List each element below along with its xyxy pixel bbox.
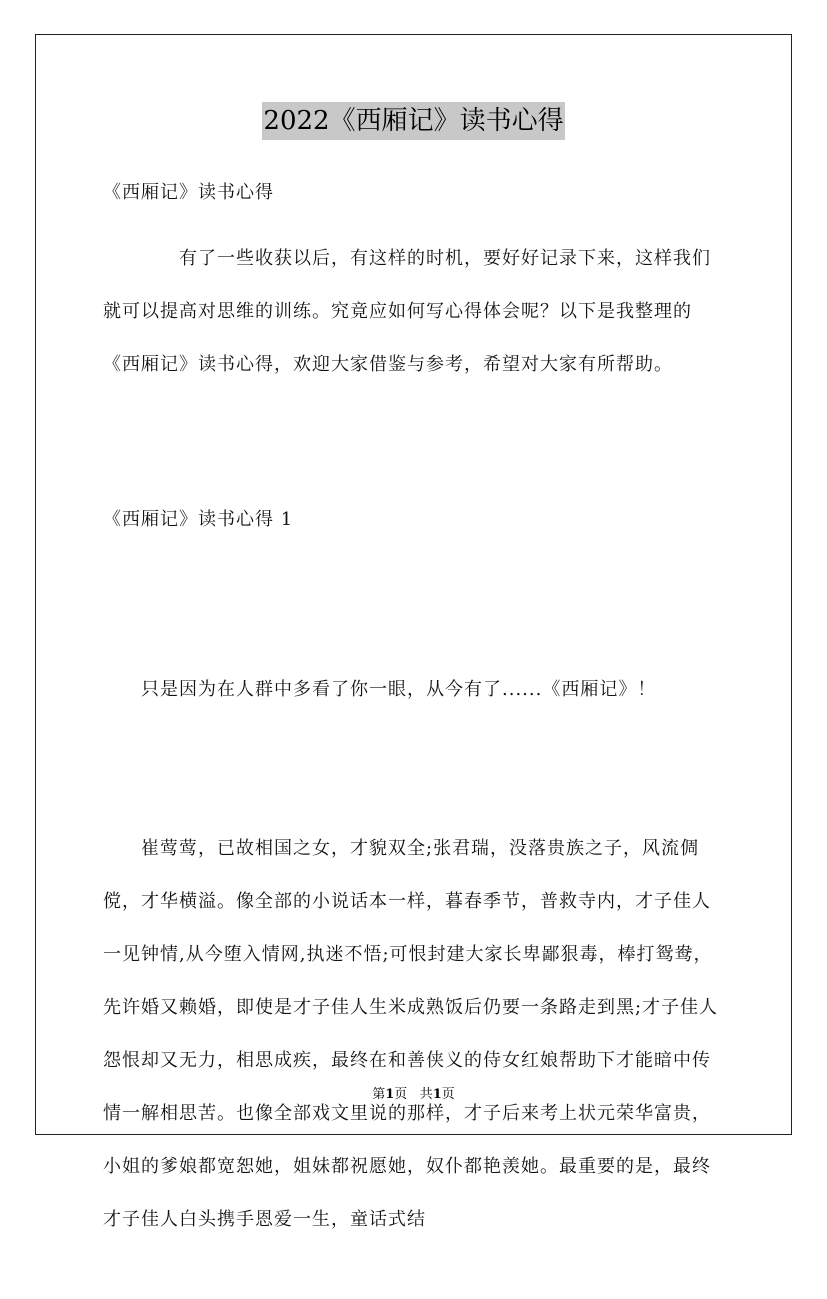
total-unit: 页: [441, 1087, 455, 1102]
section-heading: 《西厢记》读书心得 1: [103, 509, 294, 530]
section-body: [103, 557, 727, 1299]
page-footer: [0, 1083, 827, 1102]
paragraph-line: 崔莺莺，已故相国之女，才貌双全;张君瑞，没落贵族之子，风流倜傥，才华横溢。像全部的小说话本一样，暮春季节，普救寺内，才子佳人一见钟情,从今堕入情网,执迷不悟;可恨封建大家长卑鄙狠毒，棒打鸳鸯，先许婚又赖婚，即使是才子佳人生米成熟饭后仍要一条路走到黑;才子佳人怨恨却又无力，相思成疾，最终在和善侠义的侍女红娘帮助下才能暗中传情一解相思苦。也像全部戏文里说的那样，才子后来考上状元荣华富贵，小姐的爹娘都宽恕她，姐妹都祝愿她，奴仆都艳羡她。最重要的是，最终才子佳人白头携手恩爱一生，童话式结: [103, 838, 719, 1230]
title-container: [0, 102, 827, 140]
document-title: 2022《西厢记》读书心得: [262, 102, 564, 140]
page-prefix: 第: [372, 1087, 386, 1102]
total-pages: 1: [432, 1087, 442, 1102]
paragraph-line: 只是因为在人群中多看了你一眼，从今有了......《西厢记》！: [103, 679, 657, 700]
intro-paragraph: 有了一些收获以后，有这样的时机，要好好记录下来，这样我们就可以提高对思维的训练。究竟应如何写心得体会呢？以下是我整理的《西厢记》读书心得，欢迎大家借鉴与参考，希望对大家有所帮助。: [103, 248, 711, 375]
page-unit: 页: [394, 1087, 408, 1102]
page-number: 1: [385, 1087, 395, 1102]
total-prefix: 共: [419, 1087, 433, 1102]
subtitle-heading: 《西厢记》读书心得: [103, 182, 274, 203]
